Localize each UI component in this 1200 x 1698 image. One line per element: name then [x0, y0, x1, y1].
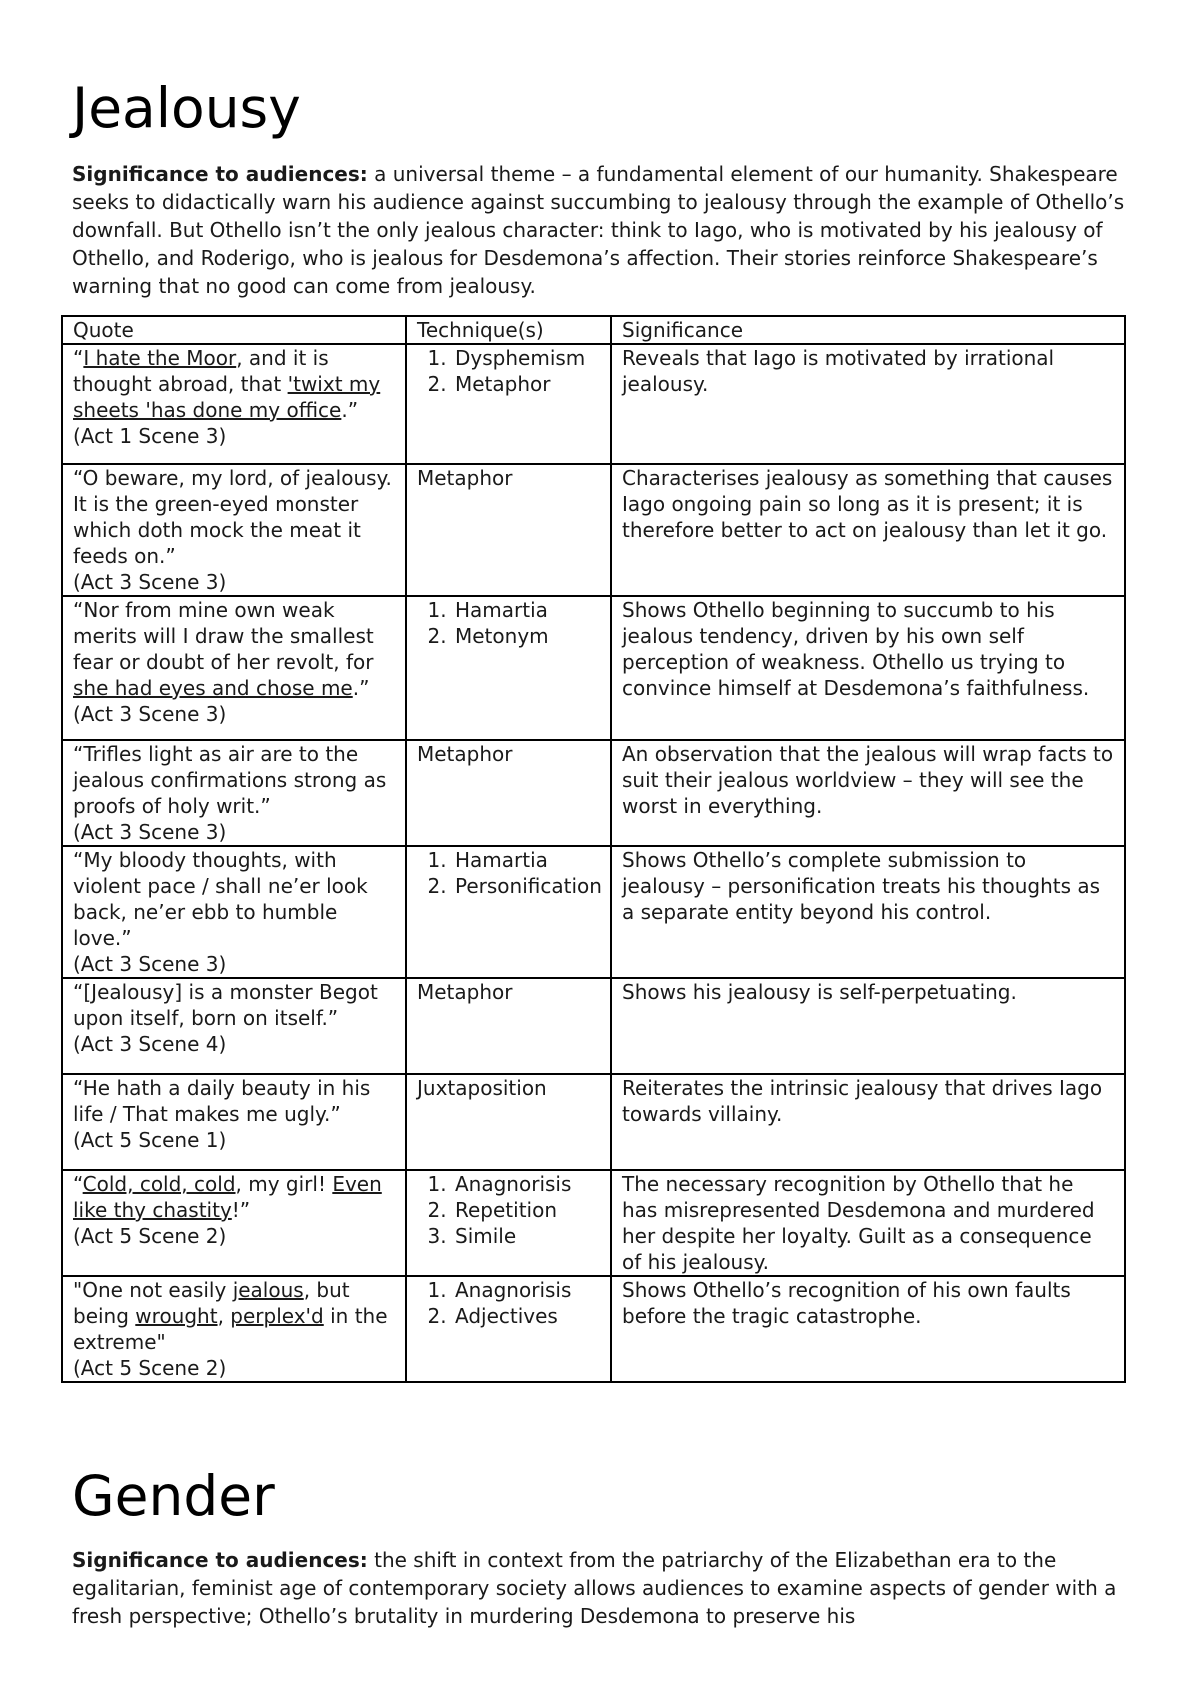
technique-cell — [406, 740, 611, 846]
intro-paragraph-gender — [72, 1546, 1132, 1630]
significance-cell: Reveals that Iago is motivated by irrational jealousy. — [611, 344, 1125, 464]
quote-text — [73, 980, 378, 1030]
underlined-phrase: Even like thy chastity — [73, 1172, 382, 1222]
quote-fragment: “Trifles light as air are to the jealous confirmations strong as proofs of holy writ.” — [73, 742, 387, 818]
quote-text — [73, 848, 368, 950]
underlined-phrase: perplex'd — [230, 1304, 324, 1328]
quote-cell — [62, 1276, 406, 1382]
technique-cell — [406, 1276, 611, 1382]
scene-reference: (Act 3 Scene 3) — [73, 820, 227, 844]
intro-text: the shift in context from the patriarchy of the Elizabethan era to the egalitarian, feminist age of contemporary society allows audiences to examine aspects of gender with a fresh perspective; Othello’s brutality in murdering Desdemona to preserve his — [72, 1548, 1117, 1628]
section-heading-gender: Gender — [72, 1464, 275, 1528]
intro-label: Significance to audiences: — [72, 162, 368, 186]
quote-text — [73, 1278, 388, 1354]
quote-cell — [62, 978, 406, 1074]
underlined-phrase: 'twixt my sheets 'has done my office — [73, 372, 381, 422]
underlined-phrase: I hate the Moor — [83, 346, 237, 370]
quote-table — [61, 315, 1126, 1383]
scene-reference: (Act 3 Scene 3) — [73, 702, 227, 726]
quote-fragment: “He hath a daily beauty in his life / That makes me ugly.” — [73, 1076, 371, 1126]
quote-fragment: , but being — [73, 1278, 350, 1328]
technique-cell — [406, 978, 611, 1074]
quote-text — [73, 742, 386, 818]
quote-text — [73, 598, 374, 700]
quote-cell — [62, 464, 406, 596]
technique-item: 2. Metonym — [453, 623, 600, 649]
technique-cell — [406, 344, 611, 464]
significance-cell: Shows Othello’s recognition of his own faults before the tragic catastrophe. — [611, 1276, 1125, 1382]
quote-fragment: , and it is thought abroad, that — [73, 346, 329, 396]
quote-cell — [62, 740, 406, 846]
technique-cell — [406, 1170, 611, 1276]
quote-fragment: “My bloody thoughts, with violent pace / shall ne’er look back, ne’er ebb to humble love.” — [73, 848, 368, 950]
table-row — [62, 846, 1125, 978]
column-header-techniques: Technique(s) — [406, 316, 611, 344]
quote-cell — [62, 596, 406, 740]
technique-item: 2. Adjectives — [453, 1303, 600, 1329]
technique-list — [417, 1277, 600, 1329]
quote-fragment: , — [217, 1304, 231, 1328]
quote-fragment: “ — [73, 346, 84, 370]
technique-item: Metaphor — [417, 742, 513, 766]
technique-item: 2. Metaphor — [453, 371, 600, 397]
technique-item: 1. Hamartia — [453, 847, 600, 873]
scene-reference: (Act 3 Scene 3) — [73, 570, 227, 594]
technique-list — [417, 345, 600, 397]
technique-item: 1. Dysphemism — [453, 345, 600, 371]
underlined-phrase: jealous — [232, 1278, 304, 1302]
table-body — [62, 344, 1125, 1382]
column-header-quote: Quote — [62, 316, 406, 344]
quote-cell — [62, 846, 406, 978]
technique-cell — [406, 596, 611, 740]
scene-reference: (Act 1 Scene 3) — [73, 424, 227, 448]
scene-reference: (Act 3 Scene 4) — [73, 1032, 227, 1056]
underlined-phrase: Cold, cold, cold — [82, 1172, 236, 1196]
significance-cell: Reiterates the intrinsic jealousy that drives Iago towards villainy. — [611, 1074, 1125, 1170]
significance-cell: Shows Othello’s complete submission to jealousy – personification treats his thoughts as a separate entity beyond his control. — [611, 846, 1125, 978]
technique-item: 1. Anagnorisis — [453, 1277, 600, 1303]
significance-cell: Shows Othello beginning to succumb to his jealous tendency, driven by his own self perception of weakness. Othello us trying to convince himself at Desdemona’s faithfulness. — [611, 596, 1125, 740]
quote-text — [73, 346, 380, 422]
scene-reference: (Act 5 Scene 2) — [73, 1356, 227, 1380]
quote-fragment: !” — [231, 1198, 251, 1222]
table-row — [62, 596, 1125, 740]
table-row — [62, 1074, 1125, 1170]
quote-cell — [62, 344, 406, 464]
quote-fragment: “[Jealousy] is a monster Begot upon itself, born on itself.” — [73, 980, 378, 1030]
table-row — [62, 1276, 1125, 1382]
significance-cell: The necessary recognition by Othello that he has misrepresented Desdemona and murdered her despite her loyalty. Guilt as a consequence of his jealousy. — [611, 1170, 1125, 1276]
quote-fragment: in the extreme" — [73, 1304, 388, 1354]
technique-item: 2. Repetition — [453, 1197, 600, 1223]
table-row — [62, 978, 1125, 1074]
quote-text — [73, 1076, 370, 1126]
intro-label: Significance to audiences: — [72, 1548, 368, 1572]
technique-item: 1. Anagnorisis — [453, 1171, 600, 1197]
quote-fragment: “ — [73, 1172, 83, 1196]
quote-fragment: , my girl! — [235, 1172, 333, 1196]
intro-paragraph-jealousy — [72, 160, 1132, 300]
technique-cell — [406, 1074, 611, 1170]
column-header-significance: Significance — [611, 316, 1125, 344]
quote-fragment: "One not easily — [73, 1278, 233, 1302]
scene-reference: (Act 5 Scene 1) — [73, 1128, 227, 1152]
underlined-phrase: she had eyes and chose me — [73, 676, 353, 700]
quote-text — [73, 1172, 382, 1222]
quote-cell — [62, 1074, 406, 1170]
quote-fragment: .” — [341, 398, 359, 422]
table-header-row — [62, 316, 1125, 344]
section-heading-jealousy: Jealousy — [72, 76, 301, 140]
technique-item: 3. Simile — [453, 1223, 600, 1249]
quote-cell — [62, 1170, 406, 1276]
scene-reference: (Act 5 Scene 2) — [73, 1224, 227, 1248]
quote-text — [73, 466, 392, 568]
technique-cell — [406, 846, 611, 978]
technique-item: Metaphor — [417, 466, 513, 490]
technique-list — [417, 597, 600, 649]
table-row — [62, 1170, 1125, 1276]
technique-cell — [406, 464, 611, 596]
underlined-phrase: wrought — [135, 1304, 218, 1328]
technique-item: 2. Personification — [453, 873, 600, 899]
table-row — [62, 344, 1125, 464]
quote-fragment: .” — [352, 676, 370, 700]
technique-list — [417, 847, 600, 899]
technique-list — [417, 1171, 600, 1249]
technique-item: Metaphor — [417, 980, 513, 1004]
table-row — [62, 464, 1125, 596]
technique-item: 1. Hamartia — [453, 597, 600, 623]
significance-cell: An observation that the jealous will wrap facts to suit their jealous worldview – they will see the worst in everything. — [611, 740, 1125, 846]
technique-item: Juxtaposition — [417, 1076, 547, 1100]
scene-reference: (Act 3 Scene 3) — [73, 952, 227, 976]
quote-fragment: “Nor from mine own weak merits will I draw the smallest fear or doubt of her revolt, for — [73, 598, 374, 674]
table-row — [62, 740, 1125, 846]
intro-text: a universal theme – a fundamental element of our humanity. Shakespeare seeks to didactically warn his audience against succumbing to jealousy through the example of Othello’s downfall. But Othello isn’t the only jealous character: think to Iago, who is motivated by his jealousy of Othello, and Roderigo, who is jealous for Desdemona’s affection. Their stories reinforce Shakespeare’s warning that no good can come from jealousy. — [72, 162, 1125, 298]
quote-fragment: “O beware, my lord, of jealousy. It is the green-eyed monster which doth mock the meat it feeds on.” — [73, 466, 392, 568]
significance-cell: Characterises jealousy as something that causes Iago ongoing pain so long as it is present; it is therefore better to act on jealousy than let it go. — [611, 464, 1125, 596]
significance-cell: Shows his jealousy is self-perpetuating. — [611, 978, 1125, 1074]
